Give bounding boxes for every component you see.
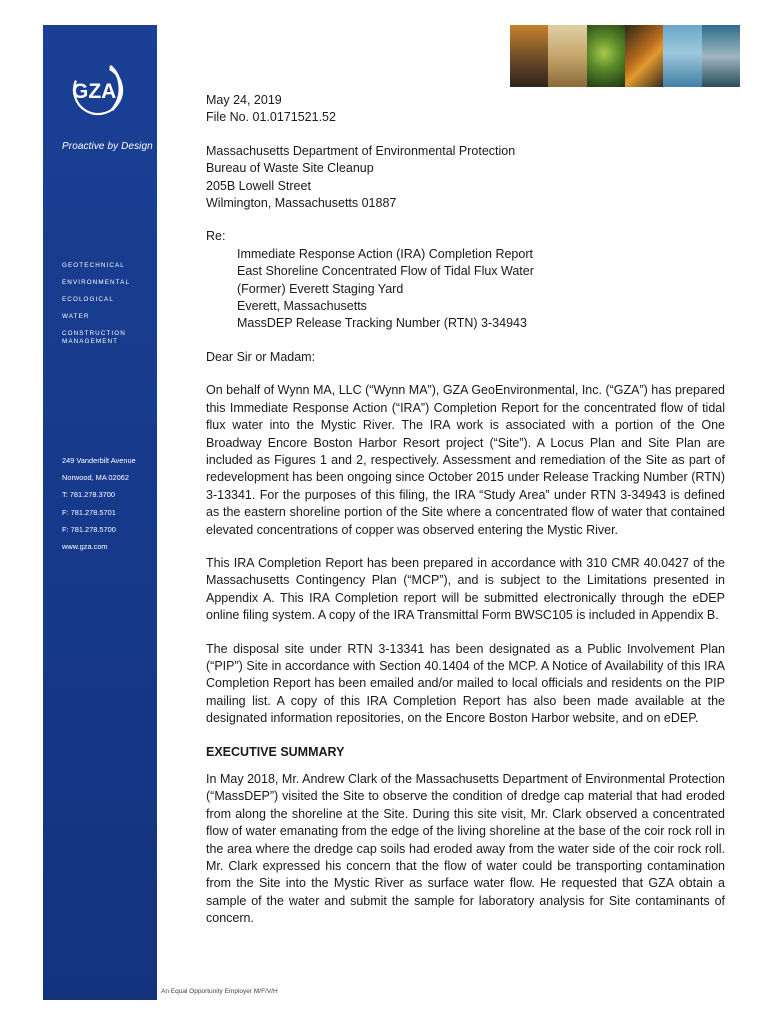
telephone: T: 781.278.3700 xyxy=(62,490,116,500)
letter-date: May 24, 2019 xyxy=(206,93,282,107)
salutation: Dear Sir or Madam: xyxy=(206,349,316,364)
address-line: Massachusetts Department of Environmental Protection xyxy=(206,143,516,158)
banner-photo-lab xyxy=(702,25,740,87)
letter-body xyxy=(206,92,725,944)
service-item: CONSTRUCTION MANAGEMENT xyxy=(62,330,126,345)
header-photo-banner xyxy=(510,25,740,87)
banner-photo-survey xyxy=(548,25,586,87)
contact-info xyxy=(62,456,156,559)
subject-line: (Former) Everett Staging Yard xyxy=(237,281,404,296)
address-line: Bureau of Waste Site Cleanup xyxy=(206,161,374,176)
banner-photo-butterfly xyxy=(625,25,663,87)
body-paragraph: On behalf of Wynn MA, LLC (“Wynn MA”), GZA GeoEnvironmental, Inc. (“GZA”) has prepared this Immediate Response Action (“IRA”) Completion Report for the concentrated flow of tidal flux water into the Mystic River. The IRA work is associated with a portion of the One Broadway Encore Boston Harbor Resort project (“Site”). A Locus Plan and Site Plan are included as Figures 1 and 2, respectively. Assessment and remediation of the Site as part of redevelopment has been ongoing since October 2015 under Release Tracking Number (RTN) 3-13341. For the purposes of this filing, the IRA “Study Area” under RTN 3-34943 is defined as the eastern shoreline portion of the Site where a concentrated flow of water that contained elevated concentrations of copper was observed entering the Mystic River. xyxy=(206,383,725,537)
subject-line: East Shoreline Concentrated Flow of Tidal Flux Water xyxy=(237,264,534,279)
file-number: File No. 01.0171521.52 xyxy=(206,110,336,125)
svg-text:GZA: GZA xyxy=(72,80,117,103)
street-address: 249 Vanderbilt Avenue xyxy=(62,456,136,465)
body-paragraph: This IRA Completion Report has been prepared in accordance with 310 CMR 40.0427 of the Massachusetts Contingency Plan (“MCP”), and is subject to the Limitations presented in Appendix A. This IRA Completion report will be submitted electronically through the eDEP online filing system. A copy of the IRA Transmittal Form BWSC105 is included in Appendix B. xyxy=(206,555,725,623)
website-link[interactable]: www.gza.com xyxy=(62,541,108,551)
subject-line: Immediate Response Action (IRA) Completion Report xyxy=(237,246,533,261)
city-address: Norwood, MA 02062 xyxy=(62,473,129,483)
letter-header xyxy=(206,92,725,127)
body-paragraph: The disposal site under RTN 3-13341 has been designated as a Public Involvement Plan (“PIP”) Site in accordance with Section 40.1404 of the MCP. A Notice of Availability of this IRA Completion Report has been emailed and/or mailed to local officials and residents on the PIP mailing list. A copy of this IRA Completion Report has also been made available at the designated information repositories, on the Encore Boston Harbor website, and on eDEP. xyxy=(206,641,725,726)
fax: F: 781.278.5701 xyxy=(62,507,116,517)
recipient-address xyxy=(206,143,725,213)
service-item: ECOLOGICAL xyxy=(62,296,114,303)
section-heading: EXECUTIVE SUMMARY xyxy=(206,744,345,759)
address-line: Wilmington, Massachusetts 01887 xyxy=(206,196,397,211)
address-line: 205B Lowell Street xyxy=(206,178,311,193)
banner-photo-seedling xyxy=(587,25,625,87)
banner-photo-water xyxy=(663,25,701,87)
re-label: Re: xyxy=(206,229,226,244)
executive-summary-paragraph: In May 2018, Mr. Andrew Clark of the Massachusetts Department of Environmental Protection (“MassDEP”) visited the Site to observe the condition of dredge cap material that had eroded from along the shoreline at the Site. During this site visit, Mr. Clark observed a concentrated flow of water emanating from the edge of the living shoreline at the base of the coir rock roll in the area where the dredge cap soils had eroded away from the water side of the coir rock roll. Mr. Clark expressed his concern that the flow of water could be transporting contamination from the Site into the Mystic River as surface water flow. He requested that GZA obtain a sample of the water and submit the sample for laboratory analysis for Site contaminants of concern. xyxy=(206,772,725,926)
subject-block xyxy=(206,228,725,332)
footer-note: An Equal Opportunity Employer M/F/V/H xyxy=(161,988,278,995)
service-item: GEOTECHNICAL xyxy=(62,262,125,269)
company-tagline: Proactive by Design xyxy=(62,141,153,152)
gza-logo-icon xyxy=(62,60,128,120)
banner-photo-bridge xyxy=(510,25,548,87)
gza-logo xyxy=(62,60,128,120)
fax-alt: F: 781.278.5700 xyxy=(62,524,116,534)
subject-line: MassDEP Release Tracking Number (RTN) 3-34943 xyxy=(237,316,527,331)
service-item: WATER xyxy=(62,313,90,320)
subject-line: Everett, Massachusetts xyxy=(237,299,367,314)
services-list xyxy=(62,262,152,355)
service-item: ENVIRONMENTAL xyxy=(62,279,131,286)
